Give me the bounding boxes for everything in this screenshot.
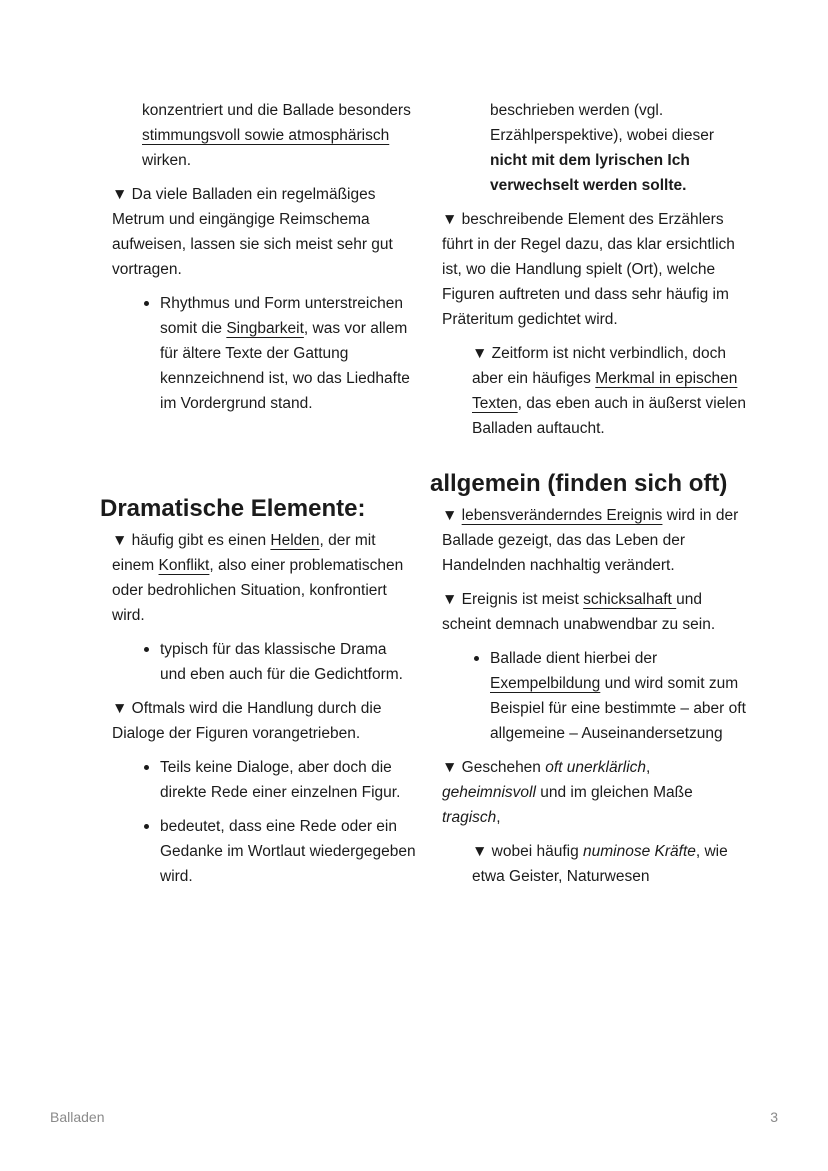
italic-text: tragisch [442,809,497,826]
text: wird in der Ballade gezeigt, das das Leben der Handelnden nachhaltig verändert. [442,507,739,574]
text: ▼ Ereignis ist meist [442,591,584,608]
underlined-term: Konflikt [158,557,210,574]
text: und scheint demnach unabwendbar zu sein. [442,591,716,633]
italic-text: oft unerklärlich [545,759,647,776]
point-held-konflikt [100,528,416,628]
heading-dramatische-elemente: Dramatische Elemente: [100,495,366,522]
bold-text: nicht mit dem lyrischen Ich verwechselt werden sollte. [490,152,690,194]
italic-text: geheimnisvoll [442,784,536,801]
text: ▼ wobei häufig [472,843,583,860]
text: ▼ Zeitform ist nicht verbindlich, doch aber ein häufiges [472,345,726,387]
underlined-term: stimmungsvoll sowie atmosphärisch [142,127,390,144]
underlined-term: Merkmal in epischen Texten [472,370,738,412]
bullet-direkte-rede: Teils keine Dialoge, aber doch die direkte Rede einer einzelnen Figur. [100,755,416,805]
bullet-exempelbildung [430,646,746,746]
point-dialoge: ▼ Oftmals wird die Handlung durch die Dialoge der Figuren vorangetrieben. [112,700,382,742]
point-schicksalhaft [430,587,746,637]
text: Ballade dient hierbei der [490,650,658,667]
text: konzentriert und die Ballade besonders [142,102,411,119]
text: , das eben auch in äußerst vielen Balladen auftaucht. [472,395,747,437]
underlined-term: Singbarkeit [226,320,304,337]
subpoint-zeitform [430,341,746,441]
heading-allgemein: allgemein (finden sich oft) [430,470,728,497]
left-column [100,98,416,898]
point-ereignis [430,503,746,578]
underlined-term: lebensveränderndes Ereignis [461,507,663,524]
text: , also einer problematischen oder bedrohlichen Situation, konfrontiert wird. [112,557,404,624]
point-vortragen: ▼ Da viele Balladen ein regelmäßiges Metrum und eingängige Reimschema aufweisen, lassen sie sich meist sehr gut vortragen. [112,186,393,278]
text: , der mit einem [112,532,376,574]
text: ▼ Geschehen [442,759,546,776]
footer-title: Balladen [50,1109,105,1125]
underlined-term: Exempelbildung [490,675,601,692]
text: und wird somit zum Beispiel für eine bestimmte – aber oft allgemeine – Auseinandersetzung [490,675,746,742]
bullet-drama: typisch für das klassische Drama und eben auch für die Gedichtform. [100,637,416,687]
right-column [430,98,746,898]
continuation-paragraph [100,98,416,173]
point-geschehen [430,755,746,830]
text: wirken. [142,152,192,169]
text: , wie etwa Geister, Naturwesen [472,843,728,885]
underlined-term: schicksalhaft [583,591,677,608]
text: , [646,759,651,776]
text: und im gleichen Maße [535,784,693,801]
text: , was vor allem für ältere Texte der Gattung kennzeichnend ist, wo das Liedhafte im Vordergrund stand. [160,320,410,412]
text: ▼ häufig gibt es einen [112,532,271,549]
page-number: 3 [770,1109,778,1125]
bullet-singbarkeit [100,291,416,416]
underlined-term: Helden [270,532,320,549]
point-erzaehler: ▼ beschreibende Element des Erzählers führt in der Regel dazu, das klar ersichtlich ist, wo die Handlung spielt (Ort), welche Figuren auftreten und dass sehr häufig im Präteritum gedichtet wird. [442,211,735,328]
italic-text: numinose Kräfte [583,843,696,860]
continuation-paragraph [430,98,746,198]
text: beschrieben werden (vgl. Erzählperspektive), wobei dieser [490,102,714,144]
subpoint-numinose-kraefte [430,839,746,889]
bullet-wortlaut: bedeutet, dass eine Rede oder ein Gedanke im Wortlaut wiedergegeben wird. [100,814,416,889]
text: ▼ [442,507,462,524]
text: , [496,809,501,826]
text: Rhythmus und Form unterstreichen somit die [160,295,403,337]
